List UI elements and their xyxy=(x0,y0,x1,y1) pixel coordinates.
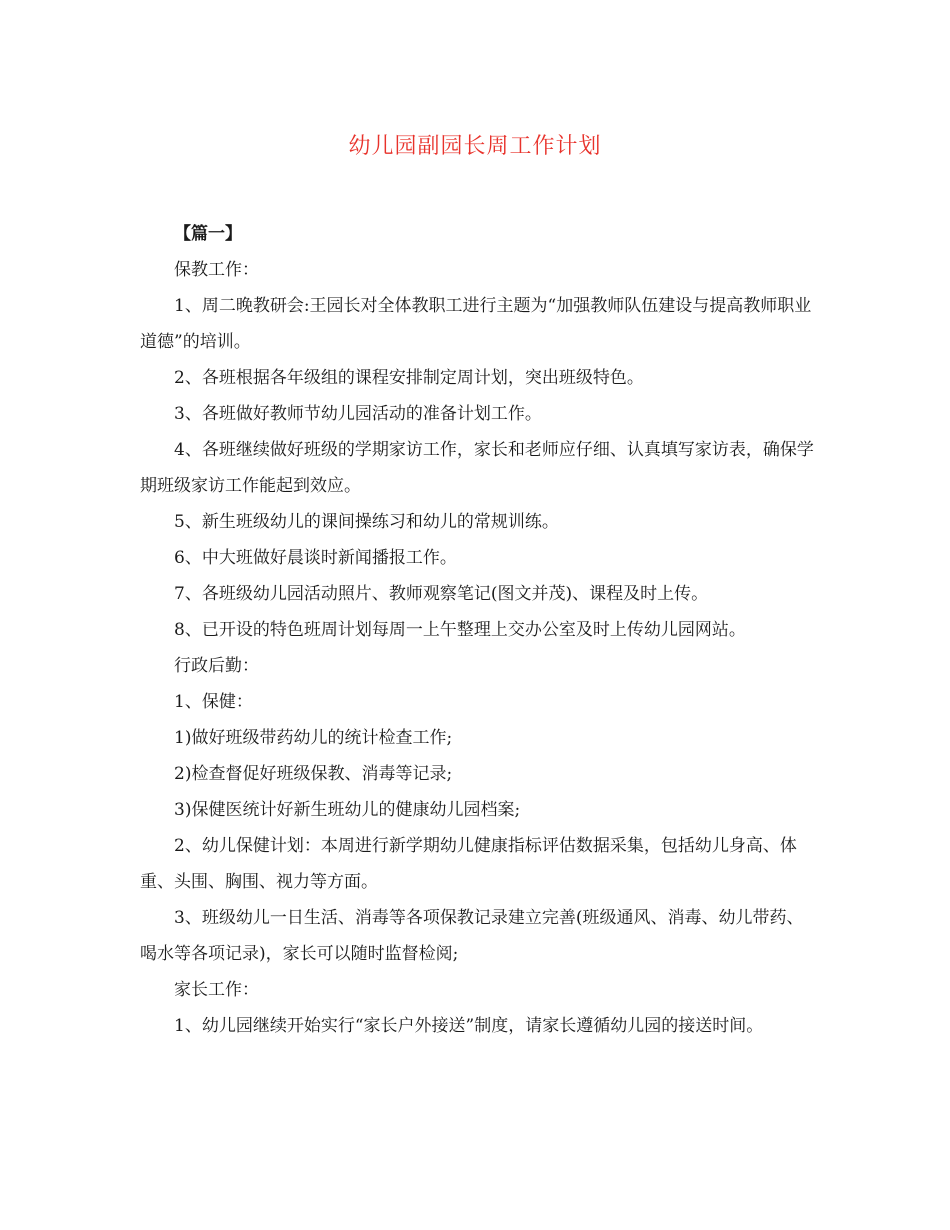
paragraph: 2、幼儿保健计划：本周进行新学期幼儿健康指标评估数据采集，包括幼儿身高、体重、头围、胸围、视力等方面。 xyxy=(140,836,797,892)
paragraph: 家长工作： xyxy=(174,980,259,1000)
paragraph: 6、中大班做好晨谈时新闻播报工作。 xyxy=(174,548,457,568)
paragraph: 7、各班级幼儿园活动照片、教师观察笔记(图文并茂)、课程及时上传。 xyxy=(174,584,709,604)
paragraph: 行政后勤： xyxy=(174,656,259,676)
paragraph: 3)保健医统计好新生班幼儿的健康幼儿园档案; xyxy=(174,800,521,820)
paragraph: 3、班级幼儿一日生活、消毒等各项保教记录建立完善(班级通风、消毒、幼儿带药、喝水等各项记录)，家长可以随时监督检阅; xyxy=(140,908,804,964)
paragraph: 1、保健： xyxy=(174,692,253,712)
paragraph: 8、已开设的特色班周计划每周一上午整理上交办公室及时上传幼儿园网站。 xyxy=(174,620,746,640)
paragraph: 5、新生班级幼儿的课间操练习和幼儿的常规训练。 xyxy=(174,512,559,532)
paragraph: 1、周二晚教研会:王园长对全体教职工进行主题为“加强教师队伍建设与提高教师职业道德”的培训。 xyxy=(140,296,812,352)
paragraph: 4、各班继续做好班级的学期家访工作，家长和老师应仔细、认真填写家访表，确保学期班级家访工作能起到效应。 xyxy=(140,440,814,496)
document-title: 幼儿园副园长周工作计划 xyxy=(348,134,602,159)
paragraph: 1)做好班级带药幼儿的统计检查工作; xyxy=(174,728,453,748)
paragraph: 2)检查督促好班级保教、消毒等记录; xyxy=(174,764,453,784)
section-heading: 【篇一】 xyxy=(174,224,242,244)
paragraph: 3、各班做好教师节幼儿园活动的准备计划工作。 xyxy=(174,404,542,424)
paragraph: 2、各班根据各年级组的课程安排制定周计划，突出班级特色。 xyxy=(174,368,644,388)
paragraph: 保教工作： xyxy=(174,260,259,280)
document-body xyxy=(140,216,816,1044)
paragraph: 1、幼儿园继续开始实行“家长户外接送”制度，请家长遵循幼儿园的接送时间。 xyxy=(174,1016,764,1036)
